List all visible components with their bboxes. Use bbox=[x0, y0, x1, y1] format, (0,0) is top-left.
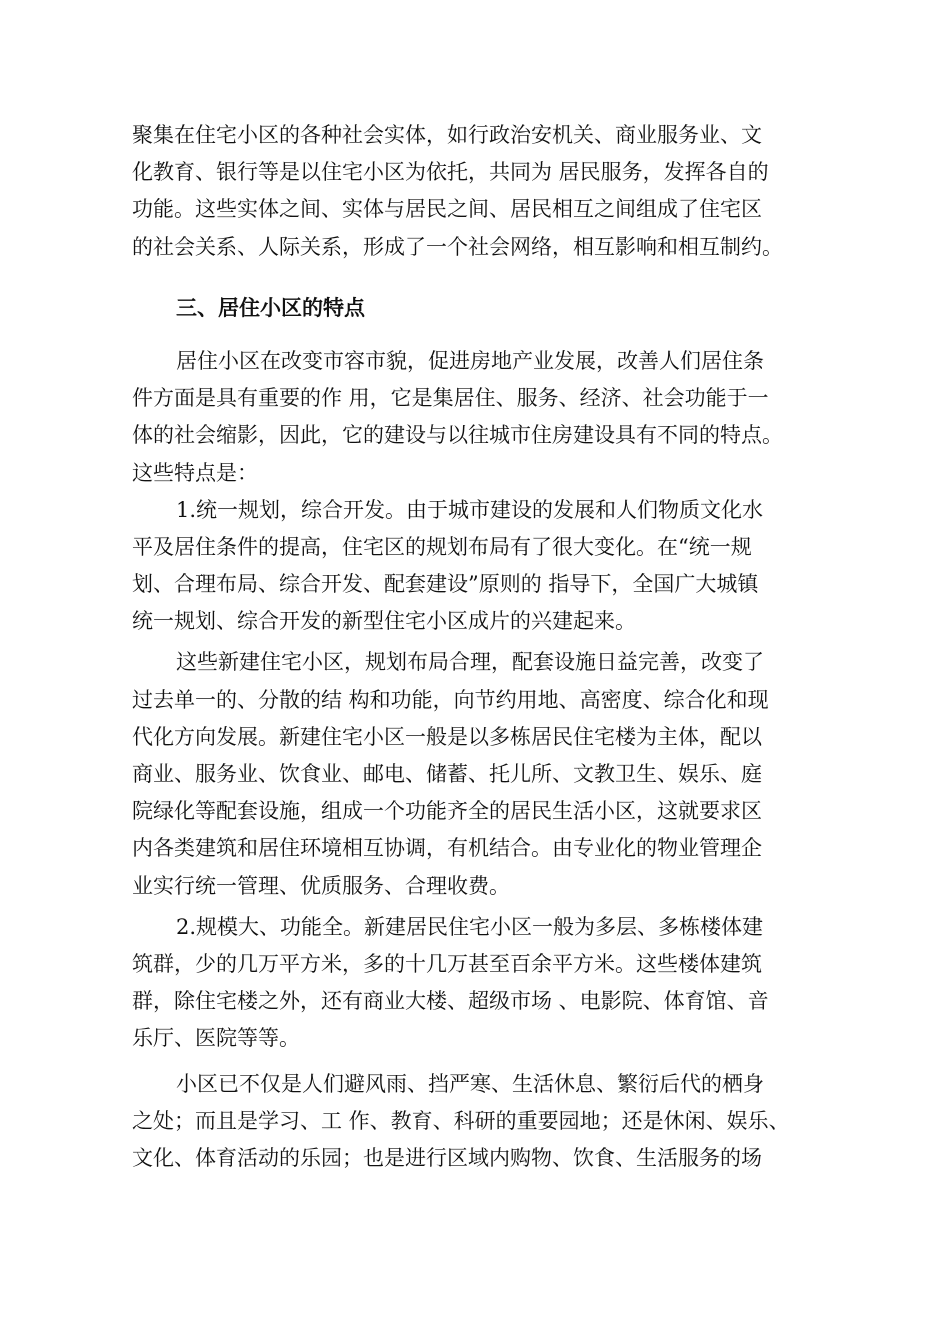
text-line: 体的社会缩影，因此，它的建设与以往城市住房建设具有不同的特点。 bbox=[132, 423, 783, 448]
text-line: 件方面是具有重要的作 用，它是集居住、服务、经济、社会功能于一 bbox=[132, 386, 769, 411]
paragraph-social-entities bbox=[132, 117, 822, 266]
text-line: 平及居住条件的提高，住宅区的规划布局有了很大变化。在“统一规 bbox=[132, 534, 752, 559]
section-heading: 三、居住小区的特点 bbox=[176, 295, 365, 320]
text-line: 聚集在住宅小区的各种社会实体，如行政治安机关、商业服务业、文 bbox=[132, 123, 762, 147]
document-body bbox=[132, 117, 822, 1177]
text-line: 乐厅、医院等等。 bbox=[132, 1026, 300, 1051]
text-line: 这些特点是： bbox=[132, 460, 258, 485]
text-line: 代化方向发展。新建住宅小区一般是以多栋居民住宅楼为主体，配以 bbox=[132, 724, 762, 749]
paragraph-features-intro bbox=[132, 343, 822, 492]
text-line: 之处；而且是学习、工 作、教育、科研的重要园地；还是休闲、娱乐、 bbox=[132, 1108, 790, 1133]
paragraph-unified-planning bbox=[132, 492, 822, 641]
paragraph-community-role bbox=[132, 1066, 822, 1178]
text-line: 化教育、银行等是以住宅小区为依托，共同为 居民服务，发挥各自的 bbox=[132, 160, 769, 185]
text-line: 过去单一的、分散的结 构和功能，向节约用地、高密度、综合化和现 bbox=[132, 687, 769, 712]
text-line: 1.统一规划，综合开发。由于城市建设的发展和人们物质文化水 bbox=[176, 497, 764, 522]
text-line: 院绿化等配套设施，组成一个功能齐全的居民生活小区，这就要求区 bbox=[132, 799, 762, 824]
text-line: 居住小区在改变市容市貌，促进房地产业发展，改善人们居住条 bbox=[176, 348, 764, 373]
paragraph-new-communities bbox=[132, 644, 822, 904]
text-line: 业实行统一管理、优质服务、合理收费。 bbox=[132, 873, 510, 898]
text-line: 筑群，少的几万平方米，多的十几万甚至百余平方米。这些楼体建筑 bbox=[132, 951, 762, 976]
text-line: 群，除住宅楼之外，还有商业大楼、超级市场 、电影院、体育馆、音 bbox=[132, 989, 769, 1014]
text-line: 小区已不仅是人们避风雨、挡严寒、生活休息、繁衍后代的栖身 bbox=[176, 1071, 764, 1096]
text-line: 2.规模大、功能全。新建居民住宅小区一般为多层、多栋楼体建 bbox=[176, 914, 764, 939]
text-line: 文化、体育活动的乐园；也是进行区域内购物、饮食、生活服务的场 bbox=[132, 1145, 762, 1170]
text-line: 的社会关系、人际关系，形成了一个社会网络，相互影响和相互制约。 bbox=[132, 234, 783, 259]
text-line: 内各类建筑和居住环境相互协调，有机结合。由专业化的物业管理企 bbox=[132, 836, 762, 861]
text-line: 这些新建住宅小区，规划布局合理，配套设施日益完善，改变了 bbox=[176, 650, 764, 675]
text-line: 功能。这些实体之间、实体与居民之间、居民相互之间组成了住宅区 bbox=[132, 197, 762, 222]
text-line: 统一规划、综合开发的新型住宅小区成片的兴建起来。 bbox=[132, 609, 636, 634]
text-line: 划、合理布局、综合开发、配套建设”原则的 指导下，全国广大城镇 bbox=[132, 572, 759, 597]
paragraph-large-scale bbox=[132, 909, 822, 1058]
text-line: 商业、服务业、饮食业、邮电、储蓄、托儿所、文教卫生、娱乐、庭 bbox=[132, 762, 762, 786]
